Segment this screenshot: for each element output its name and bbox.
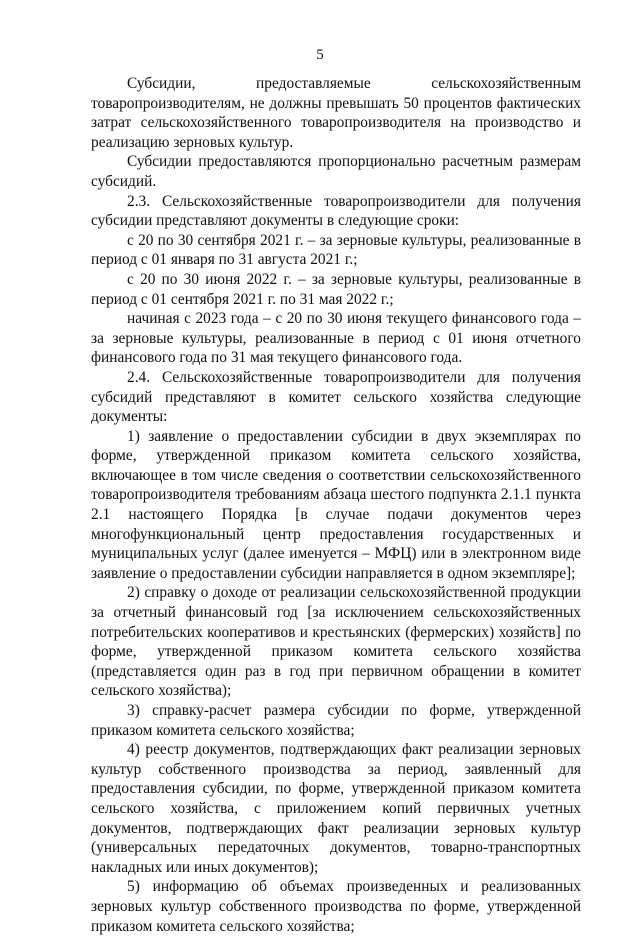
list-item-5-volumes: 5) информацию об объемах произведенных и реализованных зерновых культур собственного производства по форме, утвержденной приказом комитета сельского хозяйства;	[91, 878, 581, 935]
paragraph-2-4: 2.4. Сельскохозяйственные товаропроизводители для получения субсидий представляют в комитет сельского хозяйства следующие документы:	[91, 368, 581, 426]
list-item-1-application: 1) заявление о предоставлении субсидии в двух экземплярах по форме, утвержденной приказом комитета сельского хозяйства, включающее в том числе сведения о соответствии сельскохозяйственного товаропроизводителя требованиям абзаца шестого подпункта 2.1.1 пункта 2.1 настоящего Порядка [в случае подачи документов через многофункциональный центр предоставления государственных и муниципальных услуг (далее именуется – МФЦ) или в электронном виде заявление о предоставлении субсидии направляется в одном экземпляре];	[91, 427, 581, 582]
paragraph-proportional: Субсидии предоставляются пропорционально расчетным размерам субсидий.	[91, 153, 581, 190]
list-item-4-registry: 4) реестр документов, подтверждающих факт реализации зерновых культур собственного производства за период, заявленный для предоставления субсидии, по форме, утвержденной приказом комитета сельского хозяйства, с приложением копий первичных учетных документов, подтверждающих факт реализации зерновых культур (универсальных передаточных документов, товарно-транспортных накладных или иных документов);	[91, 741, 581, 876]
page-number: 5	[316, 47, 324, 63]
list-item-2-income-certificate: 2) справку о доходе от реализации сельскохозяйственной продукции за отчетный финансовый год [за исключением сельскохозяйственных потребительских кооперативов и крестьянских (фермерских) хозяйств] по форме, утвержденной приказом комитета сельского хозяйства (представляется один раз в год при первичном обращении в комитет сельского хозяйства);	[91, 584, 581, 700]
paragraph-2-3: 2.3. Сельскохозяйственные товаропроизводители для получения субсидии представляют документы в следующие сроки:	[91, 192, 581, 230]
document-body	[91, 74, 581, 936]
list-item-3-calculation: 3) справку-расчет размера субсидии по форме, утвержденной приказом комитета сельского хозяйства;	[91, 702, 581, 739]
paragraph-deadline-2022: с 20 по 30 июня 2022 г. – за зерновые культуры, реализованные в период с 01 сентября 2021 г. по 31 мая 2022 г.;	[91, 270, 581, 308]
paragraph-subsidy-limit: Субсидии, предоставляемые сельскохозяйственным товаропроизводителям, не должны превышать 50 процентов фактических затрат сельскохозяйственного товаропроизводителя на производство и реализацию зерновых культур.	[91, 75, 581, 151]
paragraph-deadline-2021: с 20 по 30 сентября 2021 г. – за зерновые культуры, реализованные в период с 01 января по 31 августа 2021 г.;	[91, 231, 581, 269]
paragraph-deadline-2023: начиная с 2023 года – с 20 по 30 июня текущего финансового года – за зерновые культуры, реализованные в период с 01 июня отчетного финансового года по 31 мая текущего финансового года.	[91, 310, 581, 367]
